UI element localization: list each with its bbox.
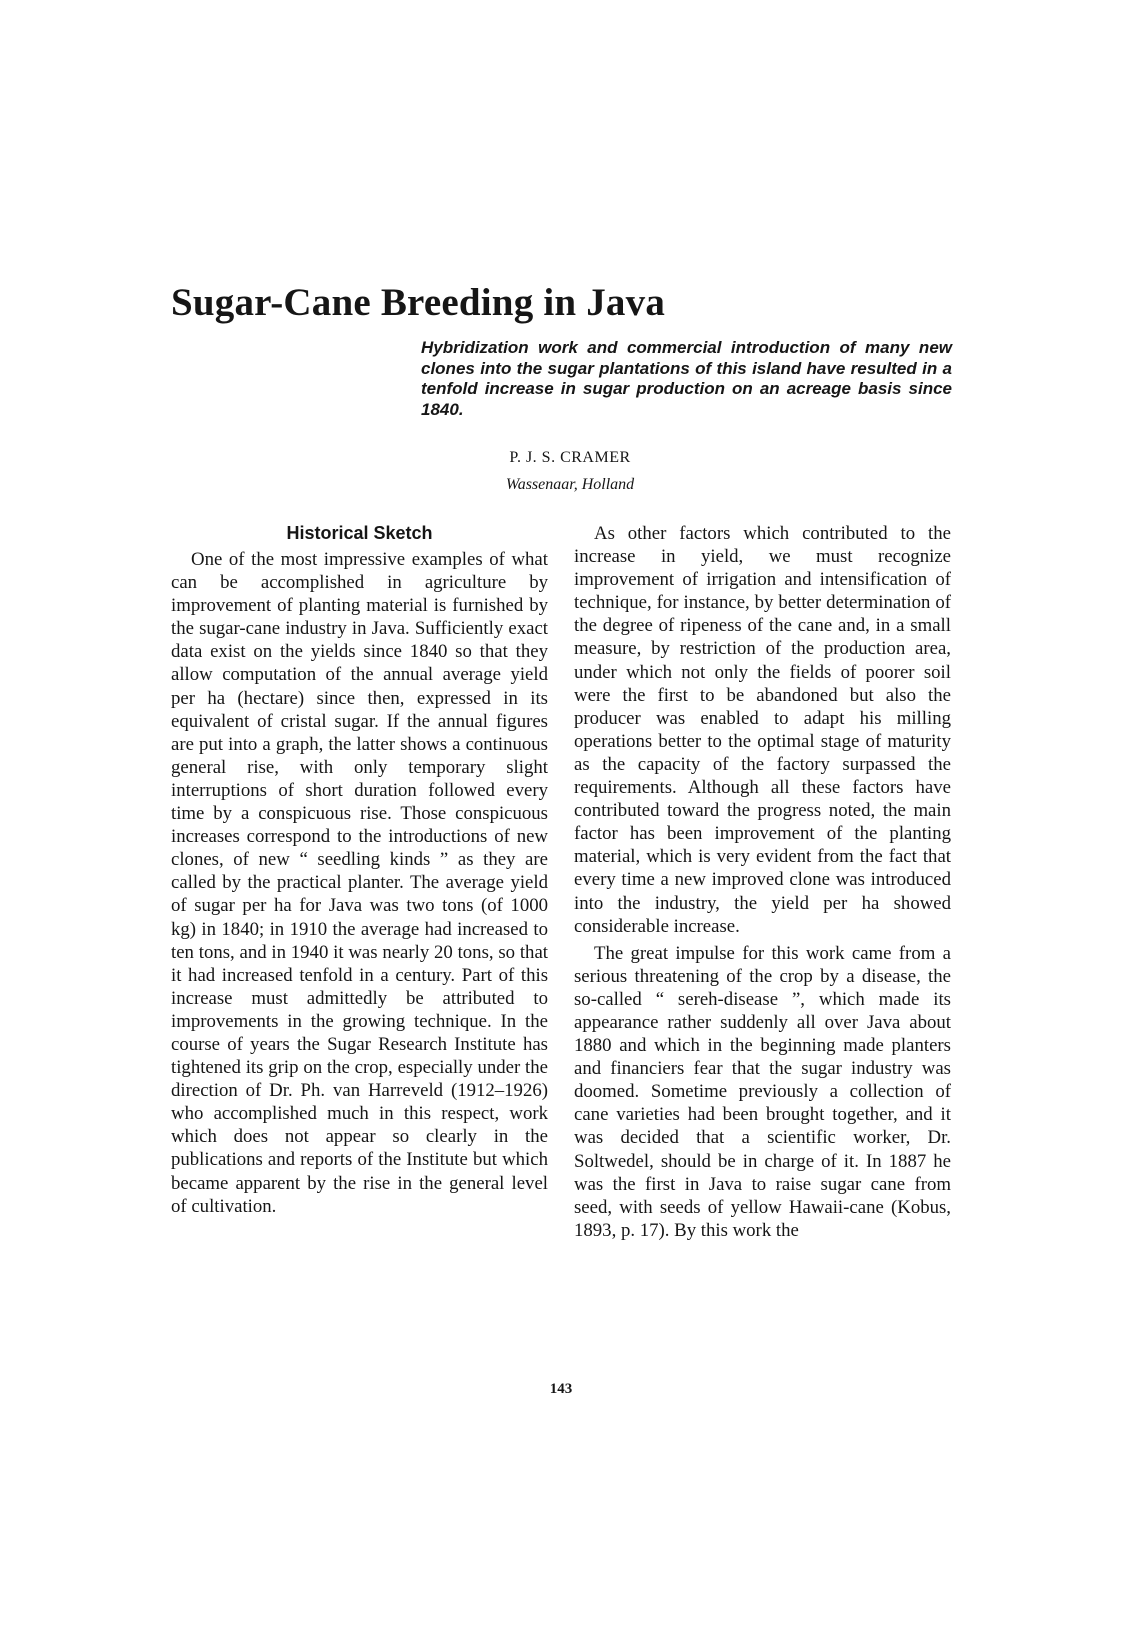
body-paragraph: One of the most impressive examples of what can be accomplished in agriculture by improvement of planting material is furnished by the sugar-cane industry in Java. Sufficiently exact data exist on the yields since 1840 so that they allow computation of the annual average yield per ha (hectare) since then, expressed in its equivalent of cristal sugar. If the annual figures are put into a graph, the latter shows a continuous general rise, with only temporary slight interruptions of short duration followed every time by a conspicuous rise. Those conspicuous increases correspond to the introductions of new clones, of new “ seedling kinds ” as they are called by the practical planter. The average yield of sugar per ha for Java was two tons (of 1000 kg) in 1840; in 1910 the average had increased to ten tons, and in 1940 it was nearly 20 tons, so that it had increased tenfold in a century. Part of this increase must admittedly be attributed to improvements in the growing technique. In the course of years the Sugar Research Institute has tightened its grip on the crop, especially under the direction of Dr. Ph. van Harreveld (1912–1926) who accomplished much in this respect, work which does not appear so clearly in the publications and reports of the Institute but which became apparent by the rise in the general level of cultivation.: [171, 549, 548, 1217]
page-number: 143: [549, 1381, 573, 1397]
body-paragraph: The great impulse for this work came from a serious threatening of the crop by a disease, the so-called “ sereh-disease ”, which made its appearance rather suddenly all over Java about 1880 and which in the beginning made planters and financiers fear that the sugar industry was doomed. Sometime previously a collection of cane varieties had been brought together, and it was decided that a scientific worker, Dr. Soltwedel, should be in charge of it. In 1887 he was the first in Java to raise sugar cane from seed, with seeds of yellow Hawaii-cane (Kobus, 1893, p. 17). By this work the: [574, 942, 951, 1241]
author-name: P. J. S. CRAMER: [509, 449, 631, 466]
article-title: Sugar-Cane Breeding in Java: [171, 281, 666, 324]
body-paragraph: As other factors which contributed to the increase in yield, we must recognize improvement of irrigation and intensification of technique, for instance, by better determination of the degree of ripeness of the cane and, in a small measure, by restriction of the production area, under which not only the fields of poorer soil were the first to be abandoned but also the producer was enabled to adapt his milling operations better to the optimal stage of maturity as the capacity of the factory surpassed the requirements. Although all these factors have contributed toward the progress noted, the main factor has been improvement of the planting material, which is very evident from the fact that every time a new improved clone was introduced into the industry, the yield per ha showed considerable increase.: [574, 523, 951, 937]
section-heading: Historical Sketch: [286, 523, 433, 543]
author-affiliation: Wassenaar, Holland: [505, 476, 635, 493]
left-column: [171, 522, 548, 1218]
right-column: [574, 522, 951, 1242]
article-abstract: Hybridization work and commercial introduction of many new clones into the sugar plantations of this island have resulted in a tenfold increase in sugar production on an acreage basis since 1840.: [421, 338, 952, 419]
